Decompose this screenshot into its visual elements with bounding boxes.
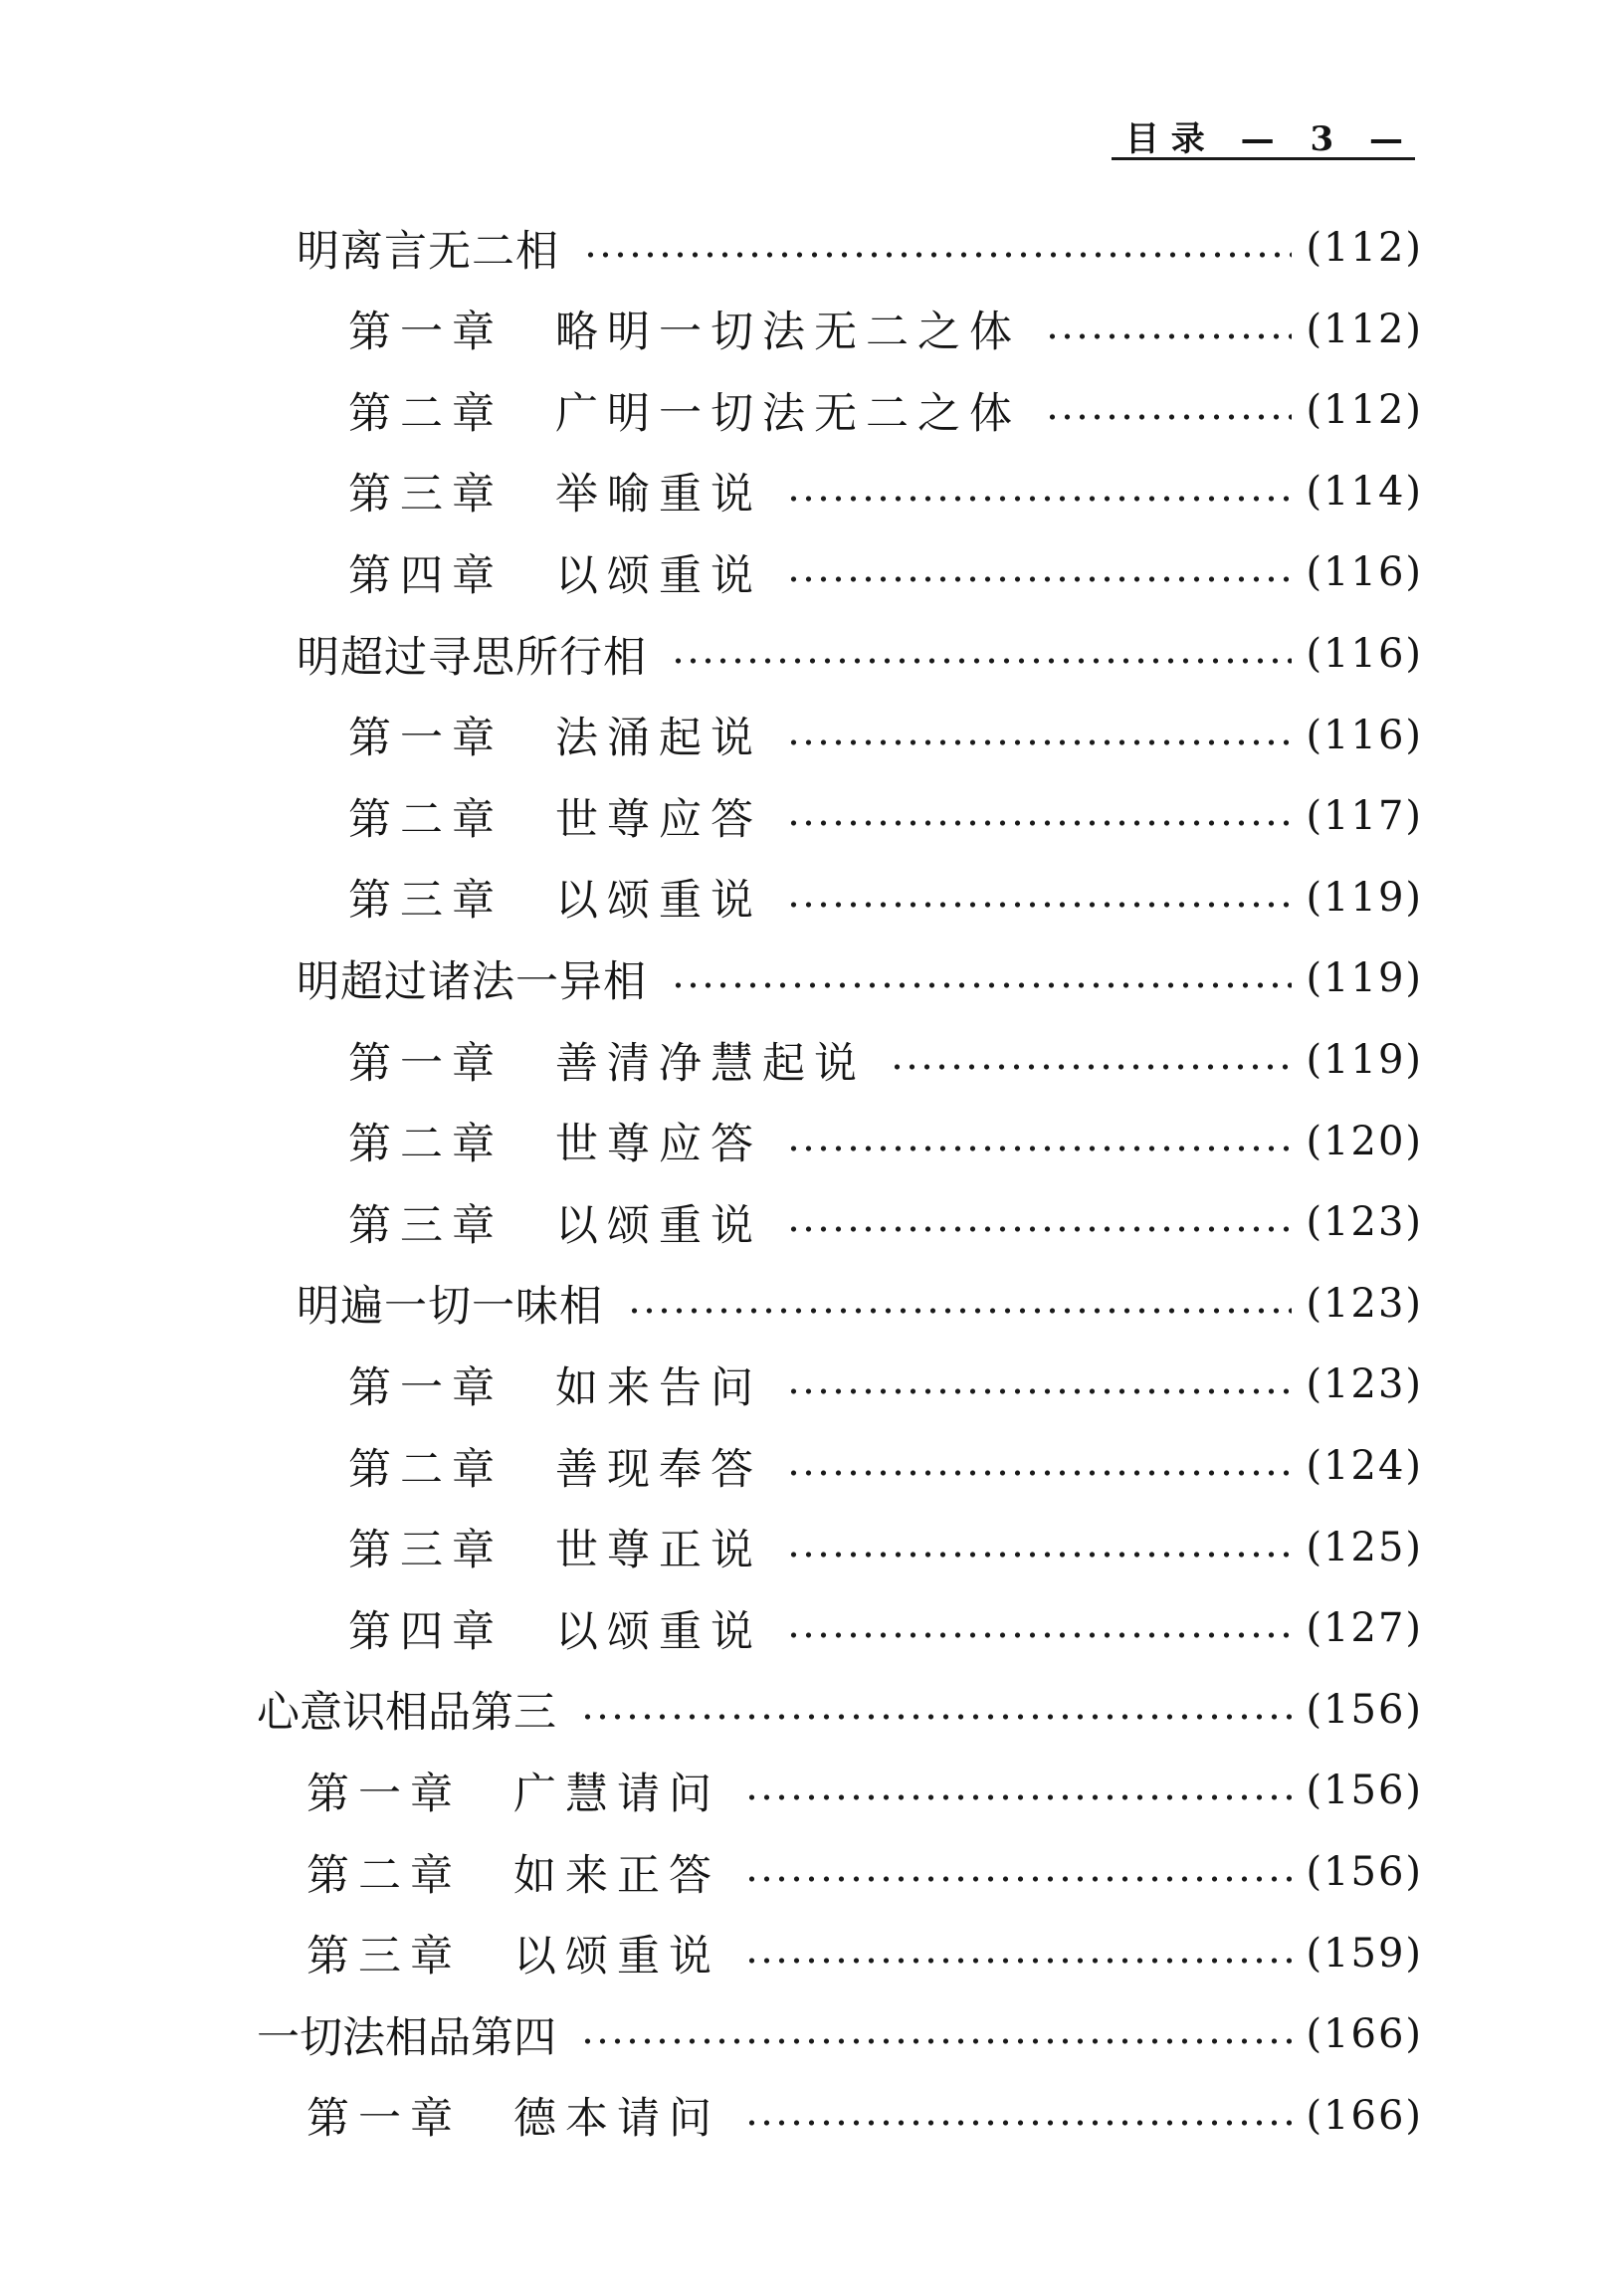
- toc-page-number: (116): [1306, 549, 1423, 596]
- toc-entry-title: [348, 1436, 762, 1497]
- dot-leader: [786, 1386, 1292, 1396]
- toc-chapter-row[interactable]: [348, 375, 1423, 445]
- chapter-number: 第一章: [306, 2094, 462, 2145]
- chapter-number: 第二章: [306, 1850, 462, 1901]
- toc-page-number: (127): [1306, 1605, 1423, 1652]
- chapter-title: 如来正答: [513, 1850, 720, 1901]
- toc-entry-title: [297, 1273, 603, 1334]
- chapter-title: 以颂重说: [555, 1200, 762, 1251]
- chapter-number: 第二章: [348, 1120, 504, 1170]
- dot-leader: [627, 1306, 1292, 1316]
- toc-chapter-row[interactable]: [348, 1187, 1423, 1257]
- toc-entry-title: [306, 2085, 720, 2146]
- dot-leader: [671, 980, 1292, 990]
- dot-leader: [671, 656, 1292, 666]
- section-title: 一切法相品第四: [257, 2012, 556, 2063]
- toc-page-number: (124): [1306, 1443, 1423, 1489]
- toc-entry-title: [348, 1192, 762, 1253]
- chapter-number: 第四章: [348, 1606, 504, 1657]
- section-title: 明遍一切一味相: [297, 1282, 603, 1333]
- chapter-title: 善清净慧起说: [555, 1038, 866, 1089]
- toc-section-row[interactable]: [297, 619, 1423, 689]
- chapter-title: 以颂重说: [555, 876, 762, 927]
- chapter-title: 如来告问: [555, 1362, 762, 1413]
- toc-page-number: (114): [1306, 468, 1423, 515]
- chapter-number: 第一章: [348, 1362, 504, 1413]
- chapter-title: 广慧请问: [513, 1769, 720, 1819]
- dot-leader: [744, 1874, 1292, 1884]
- chapter-title: 世尊应答: [555, 1120, 762, 1170]
- toc-entry-title: [348, 705, 762, 765]
- toc-chapter-row[interactable]: [348, 1107, 1423, 1176]
- toc-entry-title: [348, 786, 762, 847]
- toc-page-number: (123): [1306, 1280, 1423, 1327]
- toc-entry-title: [348, 542, 762, 603]
- toc-page-number: (116): [1306, 631, 1423, 677]
- dot-leader: [1045, 412, 1292, 422]
- chapter-number: 第一章: [306, 1769, 462, 1819]
- toc-entry-title: [306, 1923, 720, 1983]
- toc-page-number: (159): [1306, 1930, 1423, 1977]
- chapter-number: 第一章: [348, 1038, 504, 1089]
- chapter-title: 以颂重说: [555, 550, 762, 601]
- toc-page-number: (117): [1306, 793, 1423, 840]
- toc-entry-title: [257, 2004, 556, 2065]
- chapter-title: 善现奉答: [555, 1444, 762, 1495]
- toc-chapter-row[interactable]: [348, 863, 1423, 933]
- toc-entry-title: [348, 1355, 762, 1415]
- chapter-title: 德本请问: [513, 2094, 720, 2145]
- toc-page-number: (166): [1306, 2092, 1423, 2139]
- toc-page-number: (125): [1306, 1524, 1423, 1570]
- toc-chapter-row[interactable]: [348, 457, 1423, 526]
- dot-leader: [786, 1144, 1292, 1153]
- toc-page-number: (119): [1306, 955, 1423, 1002]
- dot-leader: [786, 818, 1292, 828]
- toc-entry-title: [348, 1517, 762, 1577]
- toc-entry-title: [297, 624, 647, 685]
- dot-leader: [580, 1712, 1292, 1722]
- section-title: 心意识相品第三: [257, 1688, 556, 1739]
- dot-leader: [786, 900, 1292, 910]
- toc-page-number: (112): [1306, 225, 1423, 271]
- chapter-title: 世尊应答: [555, 794, 762, 845]
- chapter-number: 第一章: [348, 714, 504, 764]
- toc-chapter-row[interactable]: [348, 1025, 1423, 1095]
- toc-entry-title: [306, 1761, 720, 1821]
- chapter-title: 世尊正说: [555, 1526, 762, 1576]
- dot-leader: [786, 1224, 1292, 1234]
- toc-section-row[interactable]: [297, 213, 1423, 283]
- toc-entry-title: [306, 1842, 720, 1903]
- toc-entry-title: [257, 1679, 556, 1740]
- chapter-title: 略明一切法无二之体: [555, 308, 1021, 358]
- toc-chapter-row[interactable]: [306, 1756, 1423, 1825]
- toc-entry-title: [348, 461, 762, 521]
- chapter-title: 广明一切法无二之体: [555, 388, 1021, 439]
- toc-entry-title: [348, 867, 762, 928]
- table-of-contents: [0, 213, 1624, 2203]
- toc-page-number: (156): [1306, 1686, 1423, 1733]
- chapter-number: 第三章: [348, 876, 504, 927]
- section-title: 明超过寻思所行相: [297, 632, 647, 683]
- chapter-number: 第三章: [348, 1200, 504, 1251]
- dot-leader: [786, 1630, 1292, 1640]
- section-title: 明超过诸法一异相: [297, 956, 647, 1007]
- toc-page-number: (119): [1306, 1037, 1423, 1083]
- dot-leader: [786, 1550, 1292, 1560]
- dot-leader: [786, 737, 1292, 747]
- toc-chapter-row[interactable]: [348, 1513, 1423, 1582]
- chapter-number: 第二章: [348, 794, 504, 845]
- header-page-number: — 3 —: [1240, 119, 1415, 159]
- toc-page-number: (116): [1306, 712, 1423, 758]
- section-title: 明离言无二相: [297, 226, 559, 277]
- chapter-number: 第四章: [348, 550, 504, 601]
- toc-page-number: (166): [1306, 2011, 1423, 2058]
- dot-leader: [786, 574, 1292, 584]
- toc-entry-title: [348, 380, 1021, 441]
- chapter-number: 第三章: [348, 470, 504, 521]
- toc-section-row[interactable]: [257, 1999, 1423, 2069]
- toc-chapter-row[interactable]: [348, 781, 1423, 851]
- chapter-number: 第二章: [348, 388, 504, 439]
- dot-leader: [580, 2036, 1292, 2046]
- toc-page-number: (156): [1306, 1768, 1423, 1814]
- toc-page-number: (123): [1306, 1199, 1423, 1246]
- chapter-title: 以颂重说: [555, 1606, 762, 1657]
- toc-page-number: (112): [1306, 387, 1423, 434]
- chapter-number: 第三章: [306, 1932, 462, 1982]
- chapter-number: 第二章: [348, 1444, 504, 1495]
- dot-leader: [890, 1062, 1292, 1072]
- toc-page-number: (119): [1306, 874, 1423, 921]
- toc-page-number: (120): [1306, 1118, 1423, 1164]
- dot-leader: [786, 1468, 1292, 1478]
- dot-leader: [583, 250, 1292, 260]
- header-section-label: 目录: [1124, 119, 1217, 159]
- toc-entry-title: [348, 1598, 762, 1659]
- toc-chapter-row[interactable]: [348, 295, 1423, 364]
- toc-page-number: (123): [1306, 1361, 1423, 1408]
- toc-section-row[interactable]: [257, 1675, 1423, 1745]
- toc-entry-title: [297, 948, 647, 1009]
- toc-entry-title: [348, 1030, 866, 1091]
- chapter-title: 举喻重说: [555, 470, 762, 521]
- chapter-number: 第一章: [348, 308, 504, 358]
- dot-leader: [744, 1956, 1292, 1966]
- chapter-title: 以颂重说: [513, 1932, 720, 1982]
- toc-page-number: (112): [1306, 306, 1423, 352]
- dot-leader: [744, 2118, 1292, 2128]
- toc-chapter-row[interactable]: [306, 2081, 1423, 2151]
- toc-section-row[interactable]: [297, 1269, 1423, 1339]
- toc-entry-title: [348, 1111, 762, 1171]
- toc-chapter-row[interactable]: [348, 701, 1423, 770]
- toc-entry-title: [348, 299, 1021, 359]
- toc-chapter-row[interactable]: [348, 537, 1423, 607]
- toc-section-row[interactable]: [297, 943, 1423, 1013]
- toc-chapter-row[interactable]: [306, 1837, 1423, 1907]
- dot-leader: [786, 494, 1292, 504]
- chapter-title: 法涌起说: [555, 714, 762, 764]
- toc-chapter-row[interactable]: [348, 1350, 1423, 1419]
- dot-leader: [1045, 331, 1292, 341]
- toc-chapter-row[interactable]: [348, 1431, 1423, 1501]
- running-header: [1112, 107, 1415, 160]
- toc-entry-title: [297, 218, 559, 279]
- toc-chapter-row[interactable]: [348, 1593, 1423, 1663]
- toc-chapter-row[interactable]: [306, 1919, 1423, 1988]
- toc-page-number: (156): [1306, 1849, 1423, 1895]
- chapter-number: 第三章: [348, 1526, 504, 1576]
- dot-leader: [744, 1792, 1292, 1802]
